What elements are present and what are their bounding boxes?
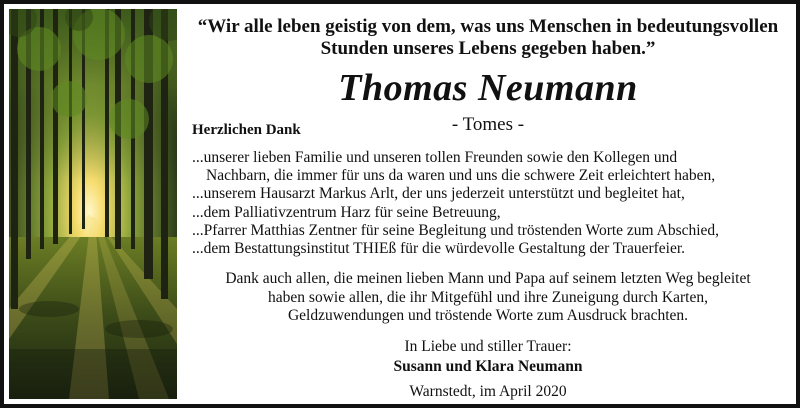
- deceased-nickname: - Tomes -: [451, 114, 525, 135]
- deceased-name: Thomas Neumann: [338, 67, 638, 109]
- thanks-line: Nachbarn, die immer für uns da waren und uns die schwere Zeit erleichtert haben,: [206, 167, 716, 185]
- thanks-list: [192, 149, 788, 258]
- closing-line: Geldzuwendungen und tröstende Worte zum Ausdruck brachten.: [287, 307, 689, 324]
- thanks-line: ...dem Bestattungsinstitut THIEß für die würdevolle Gestaltung der Trauerfeier.: [192, 240, 686, 258]
- quote-line: “Wir alle leben geistig von dem, was uns Menschen in bedeutungsvollen: [197, 16, 779, 37]
- forest-sunlight-photo: [9, 9, 177, 399]
- memorial-quote: [184, 16, 792, 60]
- signoff: [184, 337, 792, 377]
- thanks-line: ...unserer lieben Familie und unseren tollen Freunden sowie den Kollegen und: [192, 149, 678, 166]
- signoff-names: Susann und Klara Neumann: [393, 358, 583, 375]
- signoff-intro: In Liebe und stiller Trauer:: [404, 338, 572, 355]
- closing-paragraph: [184, 270, 792, 326]
- obituary-text: [184, 4, 792, 404]
- thanks-line: ...dem Palliativzentrum Harz für seine Betreuung,: [192, 203, 501, 221]
- thanks-line: ...Pfarrer Matthias Zentner für seine Begleitung und tröstenden Worte zum Abschied,: [192, 221, 720, 239]
- quote-line: Stunden unseres Lebens gegeben haben.”: [320, 38, 656, 59]
- closing-line: haben sowie allen, die ihr Mitgefühl und ihre Zuneigung durch Karten,: [268, 288, 708, 306]
- closing-line: Dank auch allen, die meinen lieben Mann und Papa auf seinem letzten Weg begleitet: [225, 270, 751, 287]
- thanks-heading: Herzlichen Dank: [192, 122, 301, 138]
- thanks-line: ...unserem Hausarzt Markus Arlt, der uns jederzeit unterstützt und begleitet hat,: [192, 185, 685, 203]
- place-date: Warnstedt, im April 2020: [409, 383, 567, 400]
